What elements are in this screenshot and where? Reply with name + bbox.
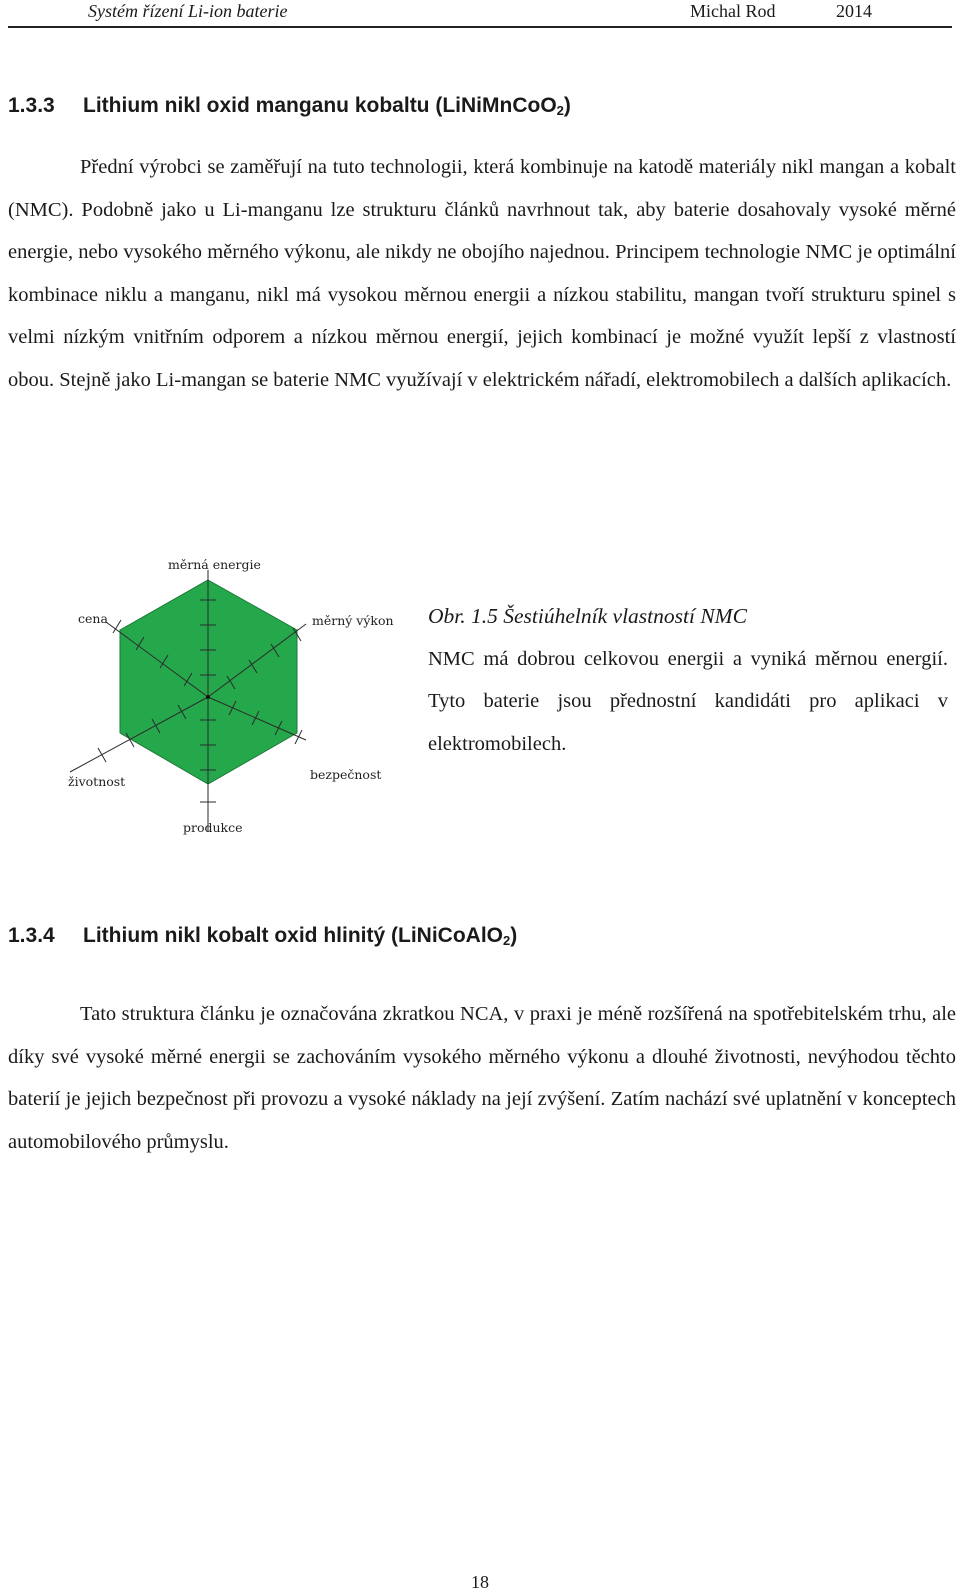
label-life: životnost bbox=[68, 774, 126, 789]
label-power: měrný výkon bbox=[312, 613, 394, 628]
header-author: Michal Rod bbox=[690, 1, 776, 21]
page-number: 18 bbox=[471, 1572, 489, 1592]
figure-caption bbox=[428, 595, 948, 765]
paragraph-nmc: Přední výrobci se zaměřují na tuto technologii, která kombinuje na katodě materiály nikl mangan a kobalt (NMC). Podobně jako u Li-manganu lze strukturu článků navrhnout tak, aby baterie dosahovaly vysoké měrné energie, nebo vysokého měrného výkonu, ale nikdy ne obojího najednou. Principem technologie NMC je optimální kombinace niklu a manganu, nikl má vysokou měrnou energii a nízkou stabilitu, mangan tvoří strukturu spinel s velmi nízkým vnitřním odporem a nízkou měrnou energií, jejich kombinací je možné využít lepší z vlastností obou. Stejně jako Li-mangan se baterie NMC využívají v elektrickém nářadí, elektromobilech a dalších aplikacích. bbox=[8, 156, 956, 391]
label-cost: cena bbox=[78, 611, 108, 626]
label-production: produkce bbox=[183, 820, 243, 835]
page-header bbox=[8, 0, 952, 28]
header-title: Systém řízení Li-ion baterie bbox=[88, 1, 288, 21]
caption-text: NMC má dobrou celkovou energii a vyniká měrnou energií. Tyto baterie jsou přednostní kandidáti pro aplikaci v elektromobilech. bbox=[428, 647, 948, 755]
center-dot bbox=[206, 695, 210, 699]
section-title: Lithium nikl oxid manganu kobaltu (LiNiMnCoO bbox=[83, 94, 557, 117]
nmc-hexagon-figure bbox=[40, 540, 420, 840]
label-safety: bezpečnost bbox=[310, 767, 382, 782]
subscript: 2 bbox=[503, 933, 511, 948]
section-number: 1.3.3 bbox=[8, 94, 55, 117]
paragraph-nca: Tato struktura článku je označována zkratkou NCA, v praxi je méně rozšířená na spotřebitelském trhu, ale díky své vysoké měrné energii se zachováním vysokého měrného výkonu a dlouhé životnosti, nevýhodou těchto baterií je jejich bezpečnost při provozu a vysoké náklady na její zvýšení. Zatím nachází své uplatnění v konceptech automobilového průmyslu. bbox=[8, 1003, 956, 1153]
header-year: 2014 bbox=[836, 1, 872, 21]
caption-title: Obr. 1.5 Šestiúhelník vlastností NMC bbox=[428, 604, 747, 628]
section-title: Lithium nikl kobalt oxid hlinitý (LiNiCoAlO bbox=[83, 924, 503, 947]
section-number: 1.3.4 bbox=[8, 924, 55, 947]
section-heading-1-3-3: 1.3.3 Lithium nikl oxid manganu kobaltu (LiNiMnCoO$_2$) bbox=[8, 94, 571, 118]
label-energy: měrná energie bbox=[168, 557, 261, 572]
subscript: 2 bbox=[556, 103, 564, 118]
section-heading-1-3-4: 1.3.4 Lithium nikl kobalt oxid hlinitý (LiNiCoAlO$_2$) bbox=[8, 924, 518, 948]
